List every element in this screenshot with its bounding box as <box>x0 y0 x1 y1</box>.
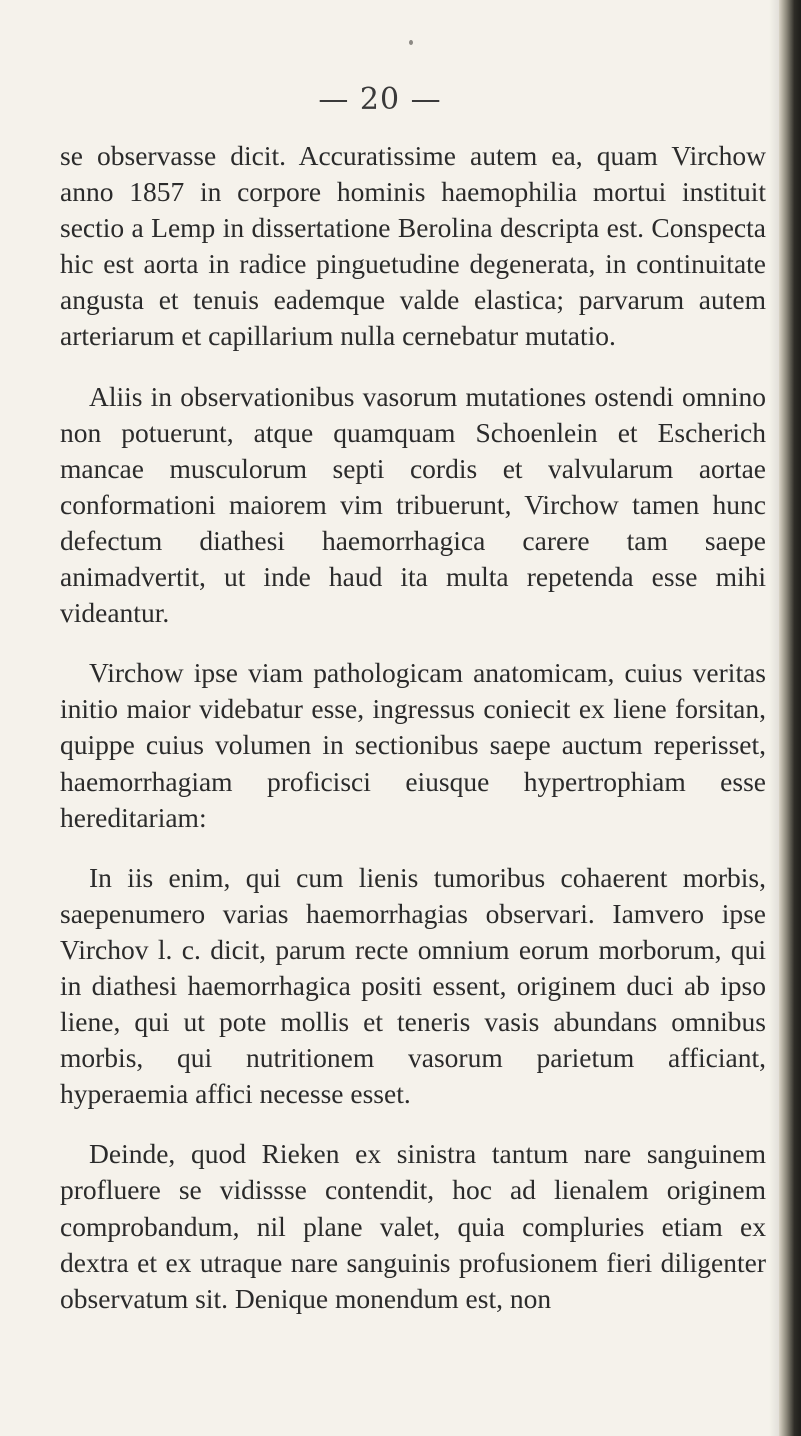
paragraph-1: se observasse dicit. Accuratissime autem ea, quam Virchow anno 1857 in corpore hominis haemophilia mortui instituit sectio a Lemp in dissertatione Berolina descripta est. Conspecta hic est aorta in radice pinguetudine degenerata, in continuitate angusta et tenuis eademque valde elastica; parvarum autem arteriarum et capillarium nulla cernebatur mutatio. <box>60 140 766 352</box>
paragraph-5: Deinde, quod Rieken ex sinistra tantum nare sanguinem profluere se vidissse contendit, hoc ad lienalem originem comprobandum, nil plane valet, quia compluries etiam ex dextra et ex utraque nare sanguinis profusionem fieri diligenter observatum sit. Denique monendum est, non <box>60 1138 766 1314</box>
page-edge-strip <box>779 0 801 1436</box>
paragraph-2: Aliis in observationibus vasorum mutationes ostendi omnino non potuerunt, atque quamquam Schoenlein et Escherich mancae musculorum septi cordis et valvularum aortae conformationi maiorem vim tribuerunt, Virchow tamen hunc defectum diathesi haemorrhagica carere tam saepe animadvertit, ut inde haud ita multa repetenda esse mihi videantur. <box>60 380 766 629</box>
body-text <box>60 138 766 1341</box>
paragraph-3: Virchow ipse viam pathologicam anatomicam, cuius veritas initio maior videbatur esse, ingressus coniecit ex liene forsitan, quippe cuius volumen in sectionibus saepe auctum reperisset, haemorrhagiam proficisci eiusque hypertrophiam esse hereditariam: <box>60 657 766 833</box>
paragraph-4: In iis enim, qui cum lienis tumoribus cohaerent morbis, saepenumero varias haemorrhagias observari. Iamvero ipse Virchov l. c. dicit, parum recte omnium eorum morborum, qui in diathesi haemorrhagica positi essent, originem duci ab ipso liene, qui ut pote mollis et teneris vasis abundans omnibus morbis, qui nutritionem vasorum parietum afficiant, hyperaemia affici necesse esset. <box>60 861 766 1110</box>
print-speck <box>409 40 413 45</box>
page-number: — 20 — <box>318 82 442 117</box>
binding-shadow <box>769 0 779 1436</box>
